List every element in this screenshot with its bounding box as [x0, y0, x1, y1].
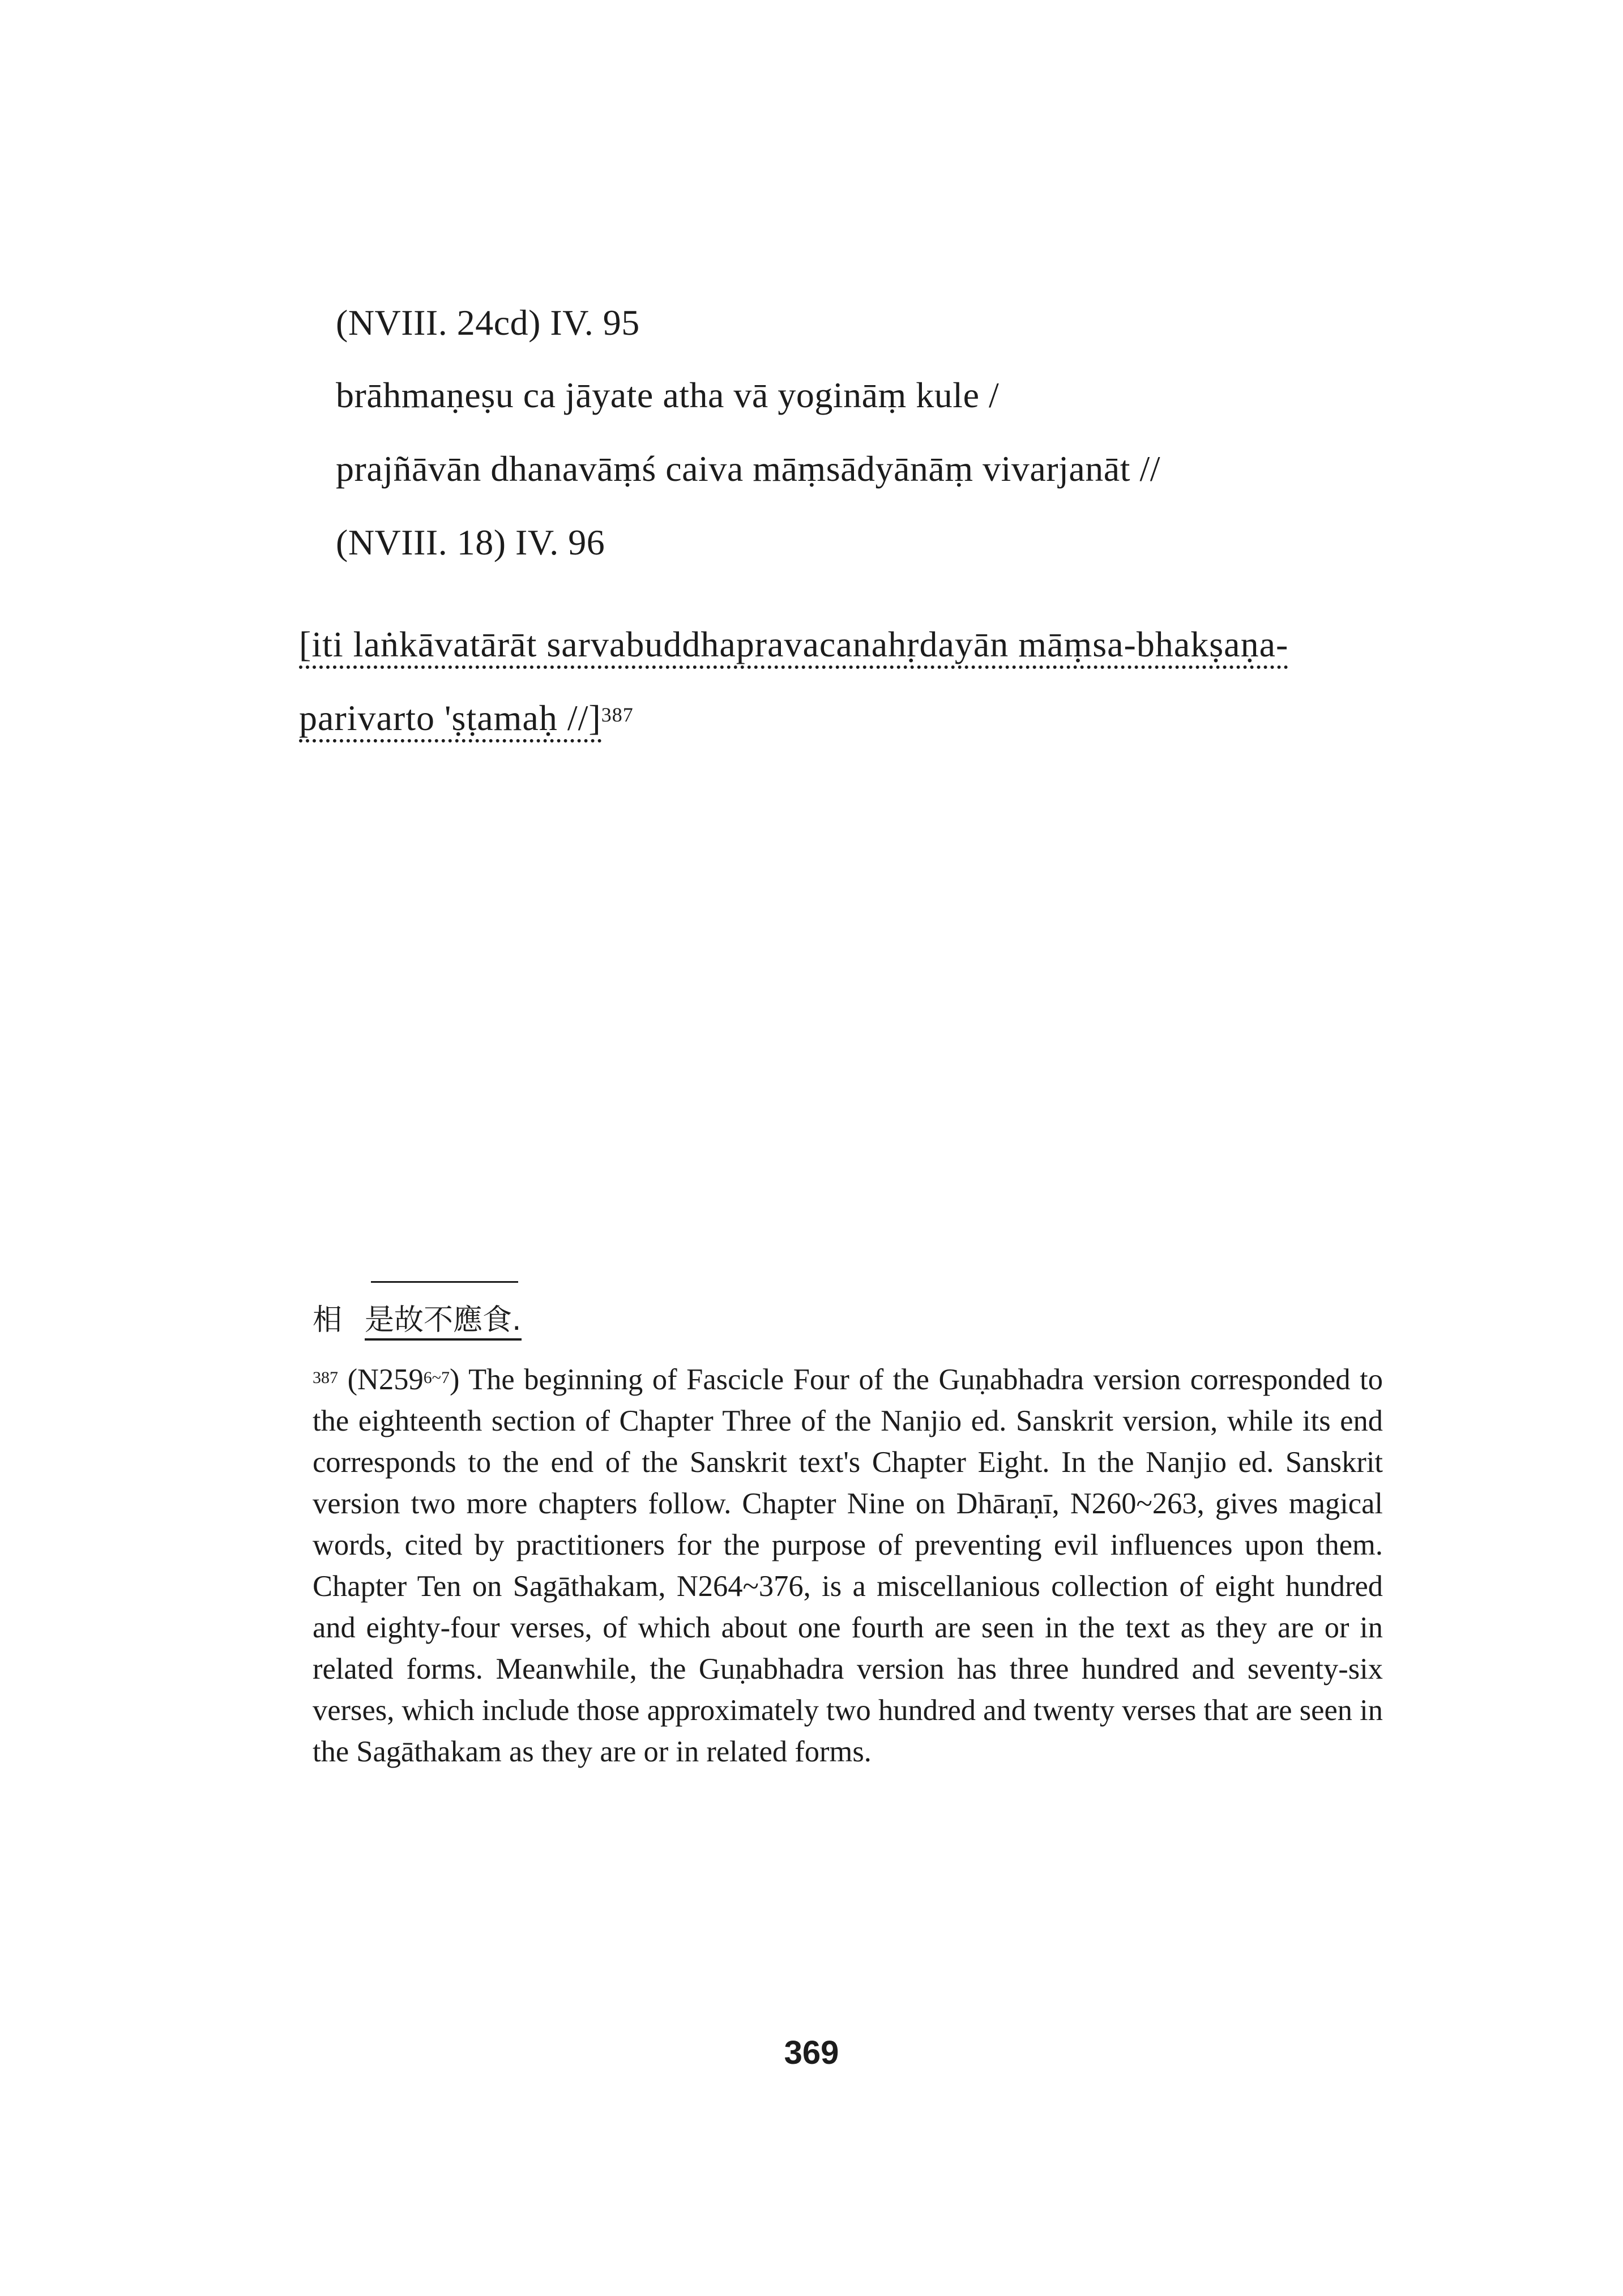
continued-footnote: [313, 1300, 522, 1340]
footnote-number: 387: [313, 1368, 338, 1387]
cjk-underlined-text: 是故不應食.: [365, 1303, 522, 1341]
colophon-line-1: [299, 622, 1288, 667]
colophon-text-2: parivarto 'ṣṭamaḥ //]: [299, 698, 601, 742]
colophon-text-1: [iti laṅkāvatārāt sarvabuddhapravacanahṛdayān māṃsa-bhakṣaṇa-: [299, 624, 1288, 669]
footnote-ref-close: ): [449, 1363, 460, 1396]
cjk-char: 相: [313, 1303, 343, 1337]
footnote-separator: [371, 1281, 518, 1283]
footnote-ref-sup: 6~7: [423, 1368, 450, 1387]
page-number: 369: [784, 2034, 839, 2071]
footnote-ref-main: (N259: [347, 1363, 424, 1396]
verse-reference-96: (NVIII. 18) IV. 96: [336, 522, 605, 562]
colophon-line-2: [299, 695, 634, 741]
footnote-387: [313, 1359, 1383, 1773]
verse-reference-95: (NVIII. 24cd) IV. 95: [336, 302, 640, 343]
verse-line-2: prajñāvān dhanavāṃś caiva māṃsādyānāṃ vivarjanāt //: [336, 449, 1161, 489]
footnote-text: The beginning of Fascicle Four of the Guṇabhadra version corresponded to the eighteenth section of Chapter Three of the Nanjio ed. Sanskrit version, while its end corresponds to the end of the Sanskrit text's Chapter Eight. In the Nanjio ed. Sanskrit version two more chapters follow. Chapter Nine on Dhāraṇī, N260~263, gives magical words, cited by practitioners for the purpose of preventing evil influences upon them. Chapter Ten on Sagāthakam, N264~376, is a miscellanious collection of eight hundred and eighty-four verses, of which about one fourth are seen in the text as they are or in related forms. Meanwhile, the Guṇabhadra version has three hundred and seventy-six verses, which include those approximately two hundred and twenty verses that are seen in the Sagāthakam as they are or in related forms.: [313, 1363, 1383, 1768]
footnote-ref-387[interactable]: 387: [601, 703, 634, 726]
verse-line-1: brāhmaṇeṣu ca jāyate atha vā yogināṃ kule /: [336, 375, 1000, 415]
